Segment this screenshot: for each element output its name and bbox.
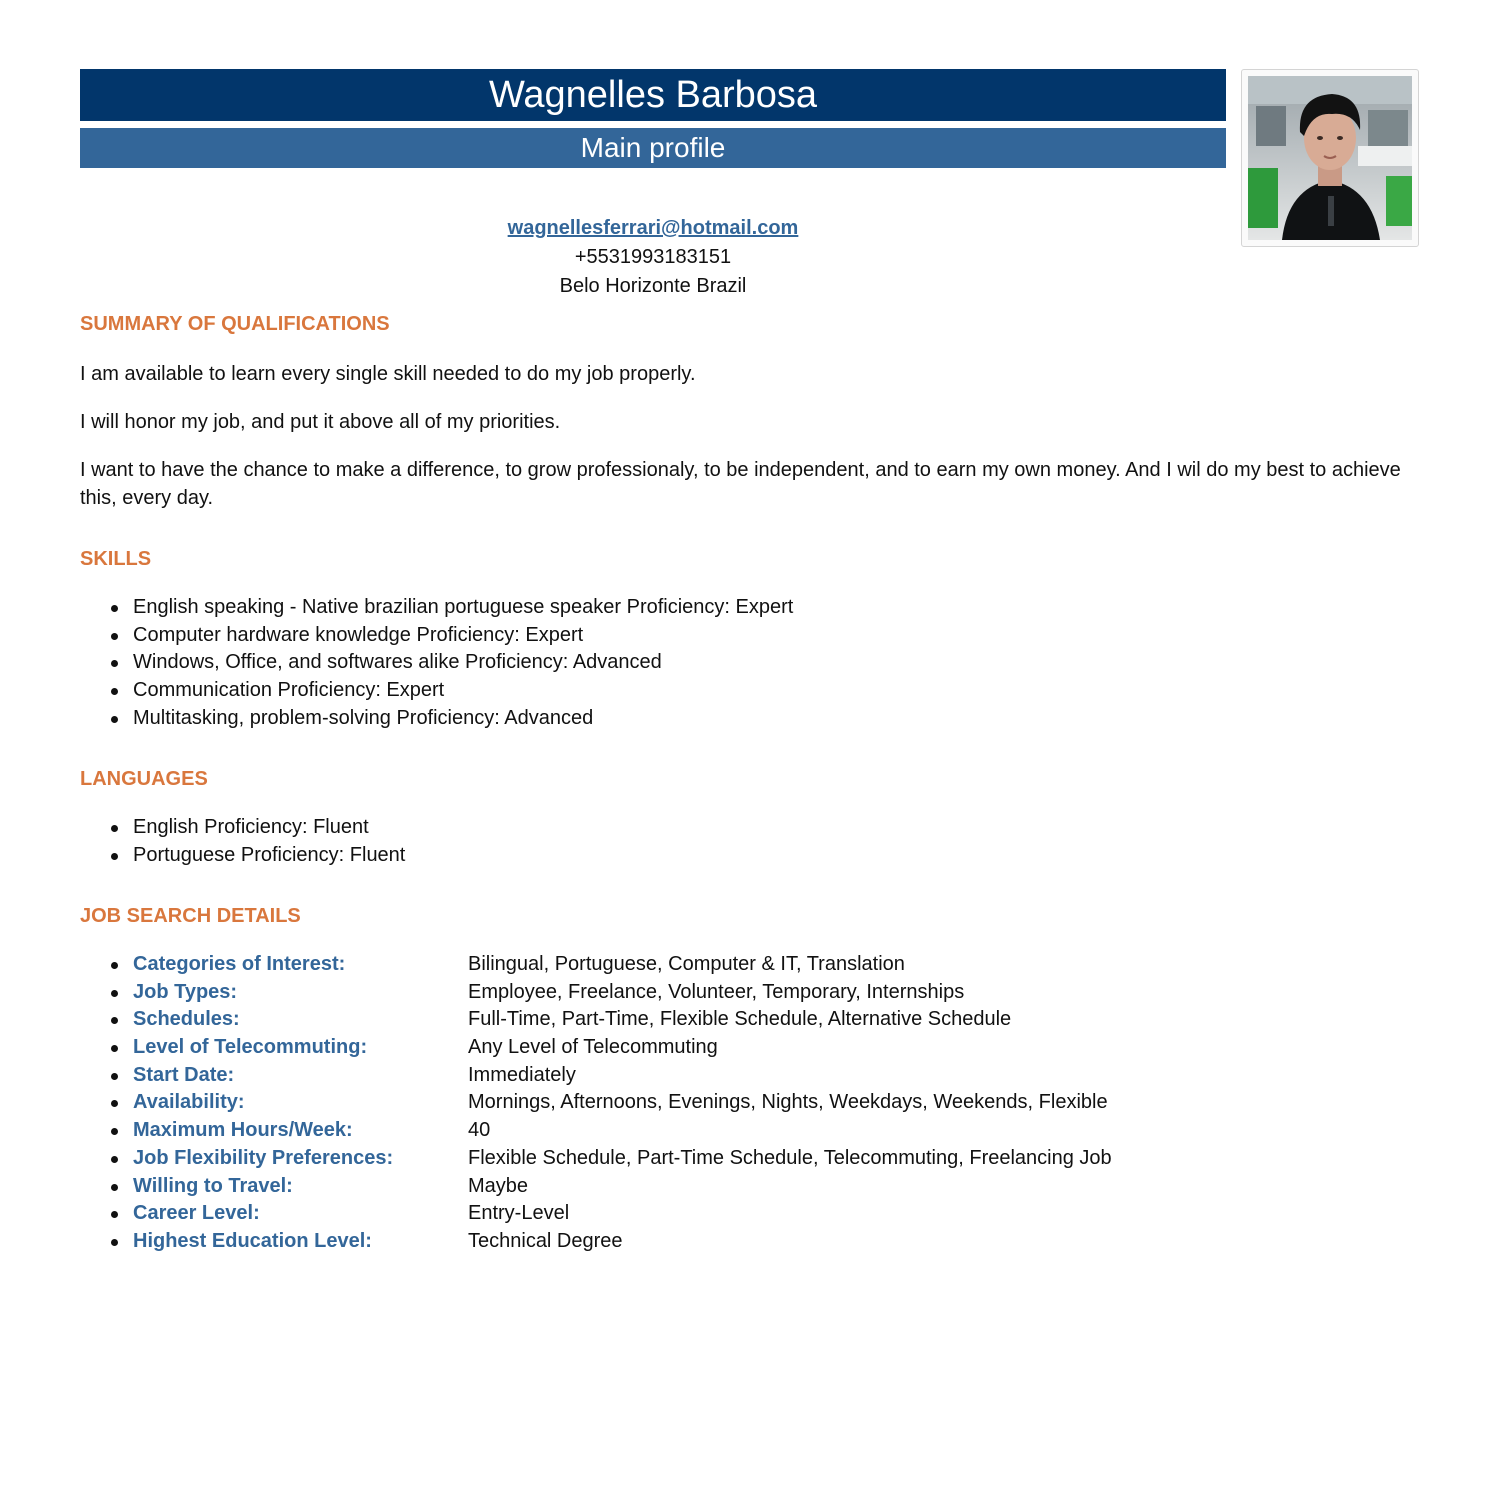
profile-title: Main profile	[80, 128, 1226, 168]
phone-number: +5531993183151	[574, 246, 732, 268]
job-detail-label: Highest Education Level:	[133, 1229, 372, 1252]
summary-heading: SUMMARY OF QUALIFICATIONS	[80, 313, 390, 335]
job-detail-value: Employee, Freelance, Volunteer, Temporary, Internships	[468, 980, 965, 1003]
job-detail-label: Job Flexibility Preferences:	[133, 1146, 394, 1169]
language-item: English Proficiency: Fluent	[80, 814, 405, 842]
job-detail-row	[80, 1062, 1112, 1090]
candidate-name: Wagnelles Barbosa	[80, 69, 1226, 121]
job-search-heading: JOB SEARCH DETAILS	[80, 905, 301, 927]
skill-item: Windows, Office, and softwares alike Proficiency: Advanced	[80, 649, 793, 677]
job-detail-row	[80, 1173, 1112, 1201]
skill-item: Multitasking, problem-solving Proficiency: Advanced	[80, 705, 793, 733]
job-detail-label: Job Types:	[133, 980, 238, 1003]
summary-paragraph-1: I am available to learn every single skill needed to do my job properly.	[80, 363, 696, 385]
job-detail-value: Immediately	[468, 1063, 576, 1086]
job-detail-row	[80, 1034, 1112, 1062]
job-detail-value: Maybe	[468, 1174, 529, 1197]
profile-photo-image	[1248, 76, 1412, 240]
skills-heading: SKILLS	[80, 548, 152, 570]
job-detail-label: Career Level:	[133, 1202, 260, 1225]
job-detail-label: Availability:	[133, 1091, 245, 1114]
job-detail-label: Level of Telecommuting:	[133, 1036, 368, 1059]
languages-list	[80, 814, 405, 869]
job-detail-value: 40	[468, 1119, 491, 1142]
job-detail-row	[80, 1089, 1112, 1117]
email-link[interactable]: wagnellesferrari@hotmail.com	[507, 217, 799, 239]
skill-item: English speaking - Native brazilian portuguese speaker Proficiency: Expert	[80, 594, 793, 622]
job-detail-value: Flexible Schedule, Part-Time Schedule, Telecommuting, Freelancing Job	[468, 1146, 1112, 1169]
skills-list	[80, 594, 793, 732]
summary-paragraph-2: I will honor my job, and put it above all of my priorities.	[80, 411, 561, 433]
summary-paragraph-3: I want to have the chance to make a difference, to grow professionaly, to be independent, and to earn my own money. And I wil do my best to achieve this, every day.	[80, 459, 1401, 509]
location: Belo Horizonte Brazil	[559, 275, 747, 297]
job-detail-value: Mornings, Afternoons, Evenings, Nights, Weekdays, Weekends, Flexible	[468, 1091, 1108, 1114]
job-detail-row	[80, 1117, 1112, 1145]
job-detail-value: Entry-Level	[468, 1202, 570, 1225]
skill-item: Communication Proficiency: Expert	[80, 677, 793, 705]
job-detail-row	[80, 1145, 1112, 1173]
job-detail-label: Start Date:	[133, 1063, 235, 1086]
job-detail-value: Technical Degree	[468, 1229, 623, 1252]
job-detail-value: Any Level of Telecommuting	[468, 1036, 718, 1059]
skill-item: Computer hardware knowledge Proficiency: Expert	[80, 622, 793, 650]
job-detail-value: Bilingual, Portuguese, Computer & IT, Translation	[468, 953, 905, 975]
job-detail-row	[80, 1228, 1112, 1256]
job-detail-label: Willing to Travel:	[133, 1174, 293, 1197]
language-item: Portuguese Proficiency: Fluent	[80, 842, 405, 870]
contact-info	[80, 214, 1226, 301]
job-detail-label: Categories of Interest:	[133, 953, 346, 975]
job-detail-value: Full-Time, Part-Time, Flexible Schedule, Alternative Schedule	[468, 1008, 1012, 1031]
job-detail-label: Maximum Hours/Week:	[133, 1119, 353, 1142]
job-detail-row	[80, 1006, 1112, 1034]
email-row	[80, 214, 1226, 243]
profile-photo	[1241, 69, 1419, 247]
job-detail-row	[80, 951, 1112, 979]
job-detail-row	[80, 1200, 1112, 1228]
job-search-list	[80, 951, 1112, 1256]
job-detail-row	[80, 979, 1112, 1007]
job-detail-label: Schedules:	[133, 1008, 240, 1031]
languages-heading: LANGUAGES	[80, 768, 208, 790]
